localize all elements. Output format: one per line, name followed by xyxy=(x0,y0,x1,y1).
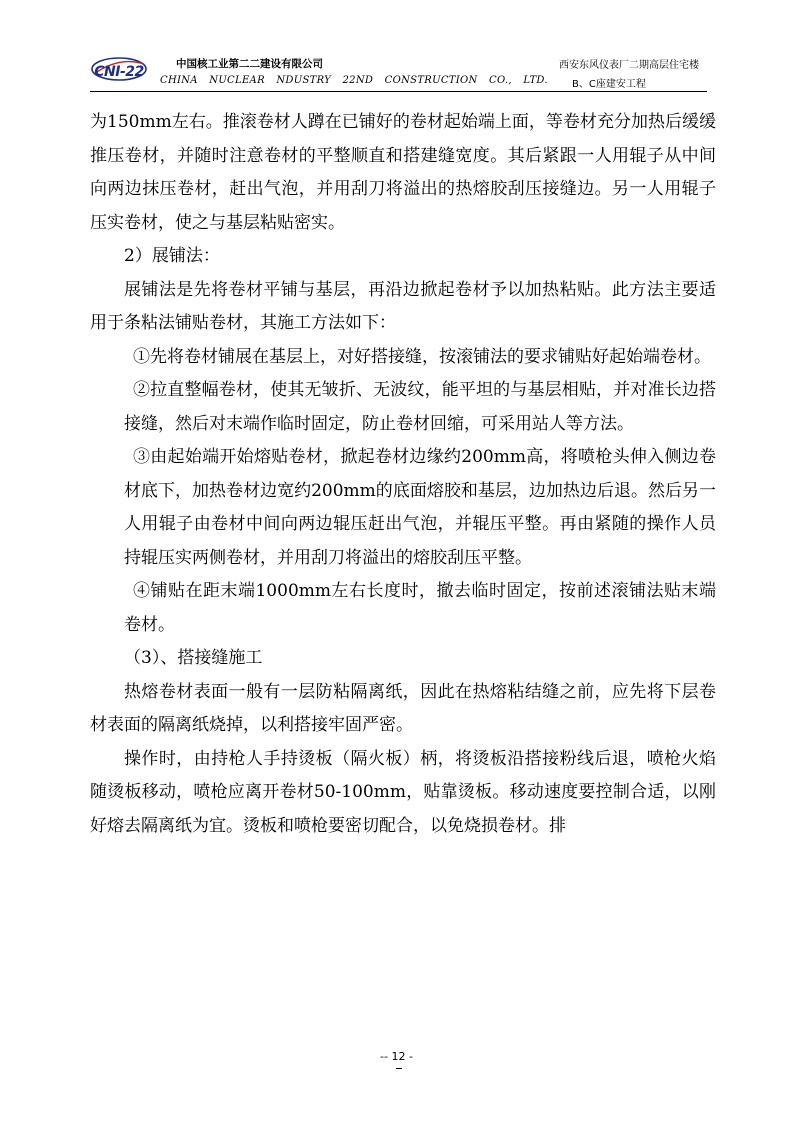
company-name-en: CHINA NUCLEAR NDUSTRY 22ND CONSTRUCTION CO., LTD. xyxy=(160,75,548,86)
paragraph: 展铺法是先将卷材平铺与基层，再沿边掀起卷材予以加热粘贴。此方法主要适用于条粘法铺贴卷材，其施工方法如下： xyxy=(90,279,716,333)
building-name: B、C座建安工程 xyxy=(572,79,646,90)
page-number: -- 12 - xyxy=(380,1050,413,1063)
footer-mark xyxy=(396,1068,402,1069)
paragraph: 操作时，由持枪人手持烫板（隔火板）柄，将烫板沿搭接粉线后退，喷枪火焰随烫板移动，喷枪应离开卷材50-100mm，贴靠烫板。移动速度要控制合适，以刚好熔去隔离纸为宜。烫板和喷枪要密切配合，以免烧损卷材。排 xyxy=(90,748,717,836)
logo-text: CNI-22 xyxy=(94,64,144,80)
project-name: 西安东风仪表厂二期高层住宅楼 xyxy=(559,60,699,71)
list-item: ③由起始端开始熔贴卷材，掀起卷材边缘约200mm高，将喷枪头伸入侧边卷材底下，加热卷材边宽约200mm的底面熔胶和基层，边加热边后退。然后另一人用辊子由卷材中间向两边辊压赶出气泡，并辊压平整。再由紧随的操作人员持辊压实两侧卷材，并用刮刀将溢出的熔胶刮压平整。 xyxy=(124,447,716,568)
paragraph: 为150mm左右。推滚卷材人蹲在已铺好的卷材起始端上面，等卷材充分加热后缓缓推压卷材，并随时注意卷材的平整顺直和搭建缝宽度。其后紧跟一人用辊子从中间向两边抹压卷材，赶出气泡，并用刮刀将溢出的热熔胶刮压接缝边。另一人用辊子压实卷材，使之与基层粘贴密实。 xyxy=(90,112,716,233)
section-heading: 2）展铺法： xyxy=(124,246,220,266)
company-name-cn: 中国核工业第二二建设有限公司 xyxy=(176,58,323,70)
page-header xyxy=(90,50,707,92)
list-item: ④铺贴在距末端1000mm左右长度时，撤去临时固定，按前述滚铺法贴末端卷材。 xyxy=(124,581,716,635)
company-logo xyxy=(90,54,148,84)
header-rule xyxy=(90,91,707,92)
list-item: ②拉直整幅卷材，使其无皱折、无波纹，能平坦的与基层相贴，并对准长边搭接缝，然后对末端作临时固定，防止卷材回缩，可采用站人等方法。 xyxy=(124,380,716,434)
document-body xyxy=(90,106,716,843)
section-heading: （3）、搭接缝施工 xyxy=(124,648,263,668)
list-item: ①先将卷材铺展在基层上，对好搭接缝，按滚铺法的要求铺贴好起始端卷材。 xyxy=(133,346,711,367)
paragraph: 热熔卷材表面一般有一层防粘隔离纸，因此在热熔粘结缝之前，应先将下层卷材表面的隔离纸烧掉，以利搭接牢固严密。 xyxy=(90,681,716,735)
